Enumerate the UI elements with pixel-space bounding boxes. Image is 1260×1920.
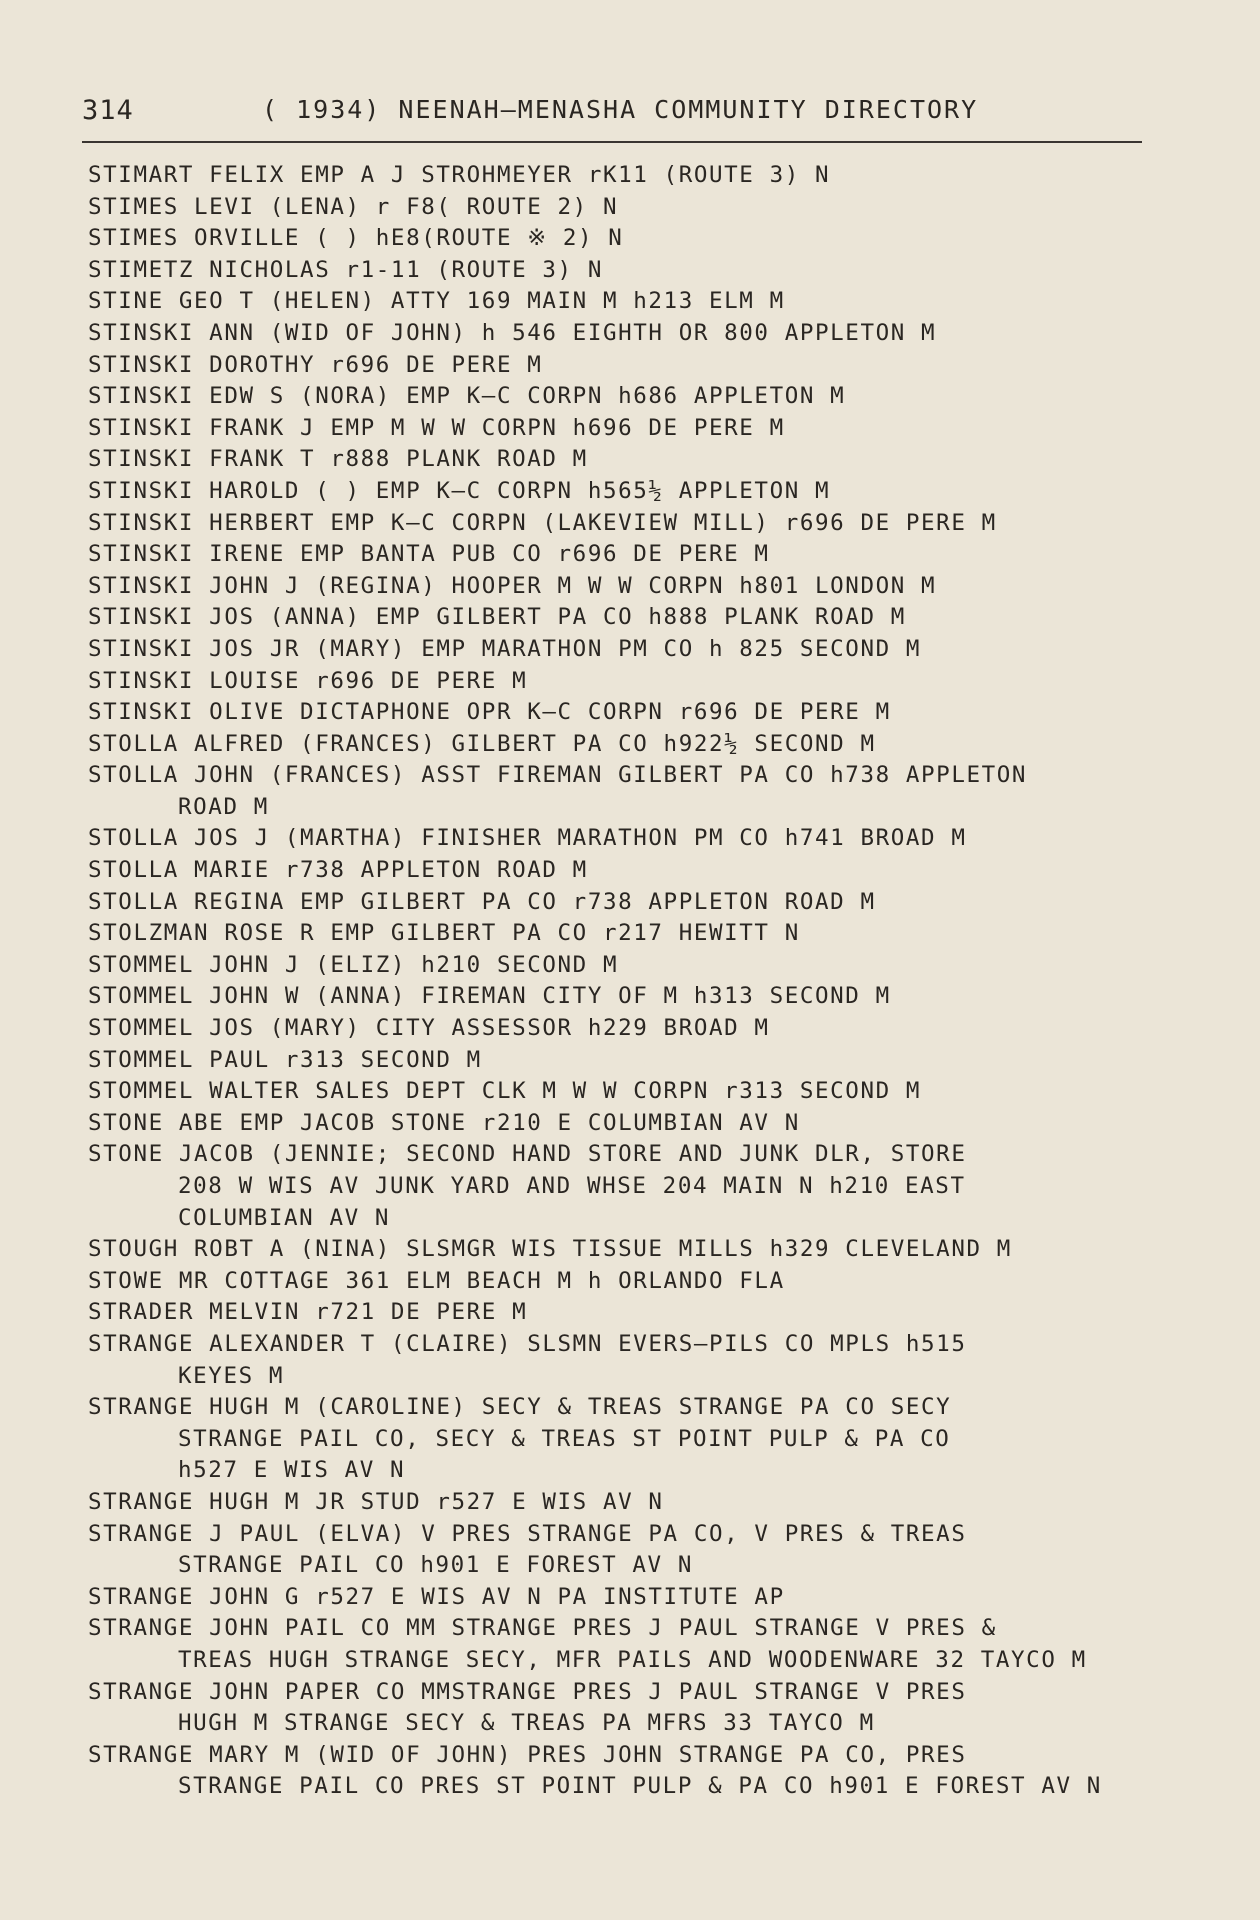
entry-line: STOMMEL JOHN J (ELIZ) h210 SECOND M bbox=[88, 951, 619, 978]
entry-line: STOLLA JOHN (FRANCES) ASST FIREMAN GILBERT PA CO h738 APPLETON bbox=[88, 762, 1028, 789]
directory-entry bbox=[88, 318, 1228, 350]
directory-entry bbox=[88, 571, 1228, 603]
entry-line: STINSKI DOROTHY r696 DE PERE M bbox=[88, 351, 543, 378]
entry-line: STOLLA JOS J (MARTHA) FINISHER MARATHON PM CO h741 BROAD M bbox=[88, 825, 967, 852]
directory-entry bbox=[88, 697, 1228, 729]
page-header bbox=[82, 95, 1142, 135]
directory-entry bbox=[88, 1329, 1228, 1392]
entry-line: STINSKI JOS (ANNA) EMP GILBERT PA CO h888 PLANK ROAD M bbox=[88, 604, 906, 631]
directory-entry bbox=[88, 1519, 1228, 1582]
directory-entry bbox=[88, 981, 1228, 1013]
entry-line: STOMMEL JOHN W (ANNA) FIREMAN CITY OF M h313 SECOND M bbox=[88, 983, 891, 1010]
entry-continuation-line: COLUMBIAN AV N bbox=[178, 1204, 391, 1231]
entry-line: STIMETZ NICHOLAS r1-11 (ROUTE 3) N bbox=[88, 256, 603, 283]
directory-entries bbox=[88, 160, 1228, 1803]
entry-line: STINSKI IRENE EMP BANTA PUB CO r696 DE PERE M bbox=[88, 541, 770, 568]
entry-line: STOMMEL PAUL r313 SECOND M bbox=[88, 1046, 482, 1073]
directory-entry bbox=[88, 1392, 1228, 1487]
directory-entry bbox=[88, 444, 1228, 476]
directory-entry bbox=[88, 350, 1228, 382]
entry-line: STINSKI HAROLD ( ) EMP K—C CORPN h565½ APPLETON M bbox=[88, 477, 831, 504]
entry-continuation-line: STRANGE PAIL CO PRES ST POINT PULP & PA CO h901 E FOREST AV N bbox=[178, 1773, 1102, 1800]
directory-entry bbox=[88, 1108, 1228, 1140]
directory-entry bbox=[88, 539, 1228, 571]
directory-entry bbox=[88, 223, 1228, 255]
entry-continuation-line: STRANGE PAIL CO, SECY & TREAS ST POINT PULP & PA CO bbox=[178, 1425, 951, 1452]
directory-entry bbox=[88, 760, 1228, 823]
directory-entry bbox=[88, 508, 1228, 540]
directory-entry bbox=[88, 413, 1228, 445]
entry-line: STINSKI JOHN J (REGINA) HOOPER M W W CORPN h801 LONDON M bbox=[88, 572, 937, 599]
entry-line: STONE JACOB (JENNIE; SECOND HAND STORE AND JUNK DLR, STORE bbox=[88, 1141, 967, 1168]
entry-line: STIMES ORVILLE ( ) hE8(ROUTE ※ 2) N bbox=[88, 225, 624, 252]
directory-entry bbox=[88, 1677, 1228, 1740]
entry-line: STRANGE JOHN G r527 E WIS AV N PA INSTITUTE AP bbox=[88, 1583, 785, 1610]
entry-line: STOLLA ALFRED (FRANCES) GILBERT PA CO h922½ SECOND M bbox=[88, 730, 876, 757]
entry-line: STINSKI FRANK T r888 PLANK ROAD M bbox=[88, 446, 588, 473]
entry-line: STRANGE JOHN PAIL CO MM STRANGE PRES J PAUL STRANGE V PRES & bbox=[88, 1615, 997, 1642]
entry-line: STRANGE MARY M (WID OF JOHN) PRES JOHN STRANGE PA CO, PRES bbox=[88, 1741, 967, 1768]
entry-line: STINSKI FRANK J EMP M W W CORPN h696 DE PERE M bbox=[88, 414, 785, 441]
directory-entry bbox=[88, 855, 1228, 887]
directory-entry bbox=[88, 887, 1228, 919]
directory-entry bbox=[88, 192, 1228, 224]
entry-line: STIMES LEVI (LENA) r F8( ROUTE 2) N bbox=[88, 193, 619, 220]
entry-continuation-line: KEYES M bbox=[178, 1362, 285, 1389]
directory-entry bbox=[88, 381, 1228, 413]
entry-continuation-line: HUGH M STRANGE SECY & TREAS PA MFRS 33 TAYCO M bbox=[178, 1710, 875, 1737]
directory-entry bbox=[88, 1266, 1228, 1298]
directory-entry bbox=[88, 1297, 1228, 1329]
directory-entry bbox=[88, 666, 1228, 698]
entry-line: STRANGE HUGH M JR STUD r527 E WIS AV N bbox=[88, 1488, 664, 1515]
directory-entry bbox=[88, 1740, 1228, 1803]
entry-line: STRANGE HUGH M (CAROLINE) SECY & TREAS STRANGE PA CO SECY bbox=[88, 1394, 952, 1421]
directory-entry bbox=[88, 1487, 1228, 1519]
directory-entry bbox=[88, 1076, 1228, 1108]
entry-line: STRANGE JOHN PAPER CO MMSTRANGE PRES J PAUL STRANGE V PRES bbox=[88, 1678, 967, 1705]
directory-entry bbox=[88, 918, 1228, 950]
directory-entry bbox=[88, 602, 1228, 634]
entry-continuation-line: TREAS HUGH STRANGE SECY, MFR PAILS AND WOODENWARE 32 TAYCO M bbox=[178, 1646, 1087, 1673]
directory-entry bbox=[88, 1013, 1228, 1045]
directory-entry bbox=[88, 255, 1228, 287]
directory-entry bbox=[88, 1613, 1228, 1676]
entry-line: STOUGH ROBT A (NINA) SLSMGR WIS TISSUE MILLS h329 CLEVELAND M bbox=[88, 1236, 1012, 1263]
directory-entry bbox=[88, 1139, 1228, 1234]
directory-entry bbox=[88, 1234, 1228, 1266]
entry-line: STINSKI HERBERT EMP K—C CORPN (LAKEVIEW MILL) r696 DE PERE M bbox=[88, 509, 997, 536]
entry-line: STRADER MELVIN r721 DE PERE M bbox=[88, 1299, 528, 1326]
entry-line: STOLLA MARIE r738 APPLETON ROAD M bbox=[88, 857, 588, 884]
entry-line: STOLLA REGINA EMP GILBERT PA CO r738 APPLETON ROAD M bbox=[88, 888, 876, 915]
entry-continuation-line: STRANGE PAIL CO h901 E FOREST AV N bbox=[178, 1552, 693, 1579]
entry-continuation-line: 208 W WIS AV JUNK YARD AND WHSE 204 MAIN N h210 EAST bbox=[178, 1173, 966, 1199]
entry-line: STINE GEO T (HELEN) ATTY 169 MAIN M h213 ELM M bbox=[88, 288, 785, 315]
directory-entry bbox=[88, 634, 1228, 666]
entry-line: STINSKI OLIVE DICTAPHONE OPR K—C CORPN r696 DE PERE M bbox=[88, 699, 891, 726]
directory-entry bbox=[88, 729, 1228, 761]
header-rule bbox=[82, 141, 1142, 143]
entry-continuation-line: h527 E WIS AV N bbox=[178, 1457, 406, 1484]
directory-entry bbox=[88, 950, 1228, 982]
entry-line: STOLZMAN ROSE R EMP GILBERT PA CO r217 HEWITT N bbox=[88, 920, 800, 947]
entry-line: STOWE MR COTTAGE 361 ELM BEACH M h ORLANDO FLA bbox=[88, 1267, 785, 1294]
entry-line: STRANGE ALEXANDER T (CLAIRE) SLSMN EVERS—PILS CO MPLS h515 bbox=[88, 1330, 967, 1357]
directory-entry bbox=[88, 160, 1228, 192]
entry-line: STINSKI EDW S (NORA) EMP K—C CORPN h686 APPLETON M bbox=[88, 383, 846, 410]
entry-line: STONE ABE EMP JACOB STONE r210 E COLUMBIAN AV N bbox=[88, 1109, 800, 1136]
directory-entry bbox=[88, 476, 1228, 508]
directory-entry bbox=[88, 286, 1228, 318]
entry-line: STINSKI JOS JR (MARY) EMP MARATHON PM CO h 825 SECOND M bbox=[88, 635, 922, 662]
entry-continuation-line: ROAD M bbox=[178, 793, 269, 820]
entry-line: STOMMEL JOS (MARY) CITY ASSESSOR h229 BROAD M bbox=[88, 1015, 770, 1042]
entry-line: STIMART FELIX EMP A J STROHMEYER rK11 (ROUTE 3) N bbox=[88, 162, 831, 188]
directory-entry bbox=[88, 823, 1228, 855]
entry-line: STRANGE J PAUL (ELVA) V PRES STRANGE PA CO, V PRES & TREAS bbox=[88, 1520, 967, 1547]
page-number: 314 bbox=[82, 95, 134, 126]
directory-entry bbox=[88, 1045, 1228, 1077]
directory-entry bbox=[88, 1582, 1228, 1614]
entry-line: STINSKI ANN (WID OF JOHN) h 546 EIGHTH OR 800 APPLETON M bbox=[88, 319, 937, 346]
entry-line: STOMMEL WALTER SALES DEPT CLK M W W CORPN r313 SECOND M bbox=[88, 1078, 922, 1105]
running-head: ( 1934) NEENAH—MENASHA COMMUNITY DIRECTORY bbox=[262, 95, 979, 124]
entry-line: STINSKI LOUISE r696 DE PERE M bbox=[88, 667, 528, 694]
